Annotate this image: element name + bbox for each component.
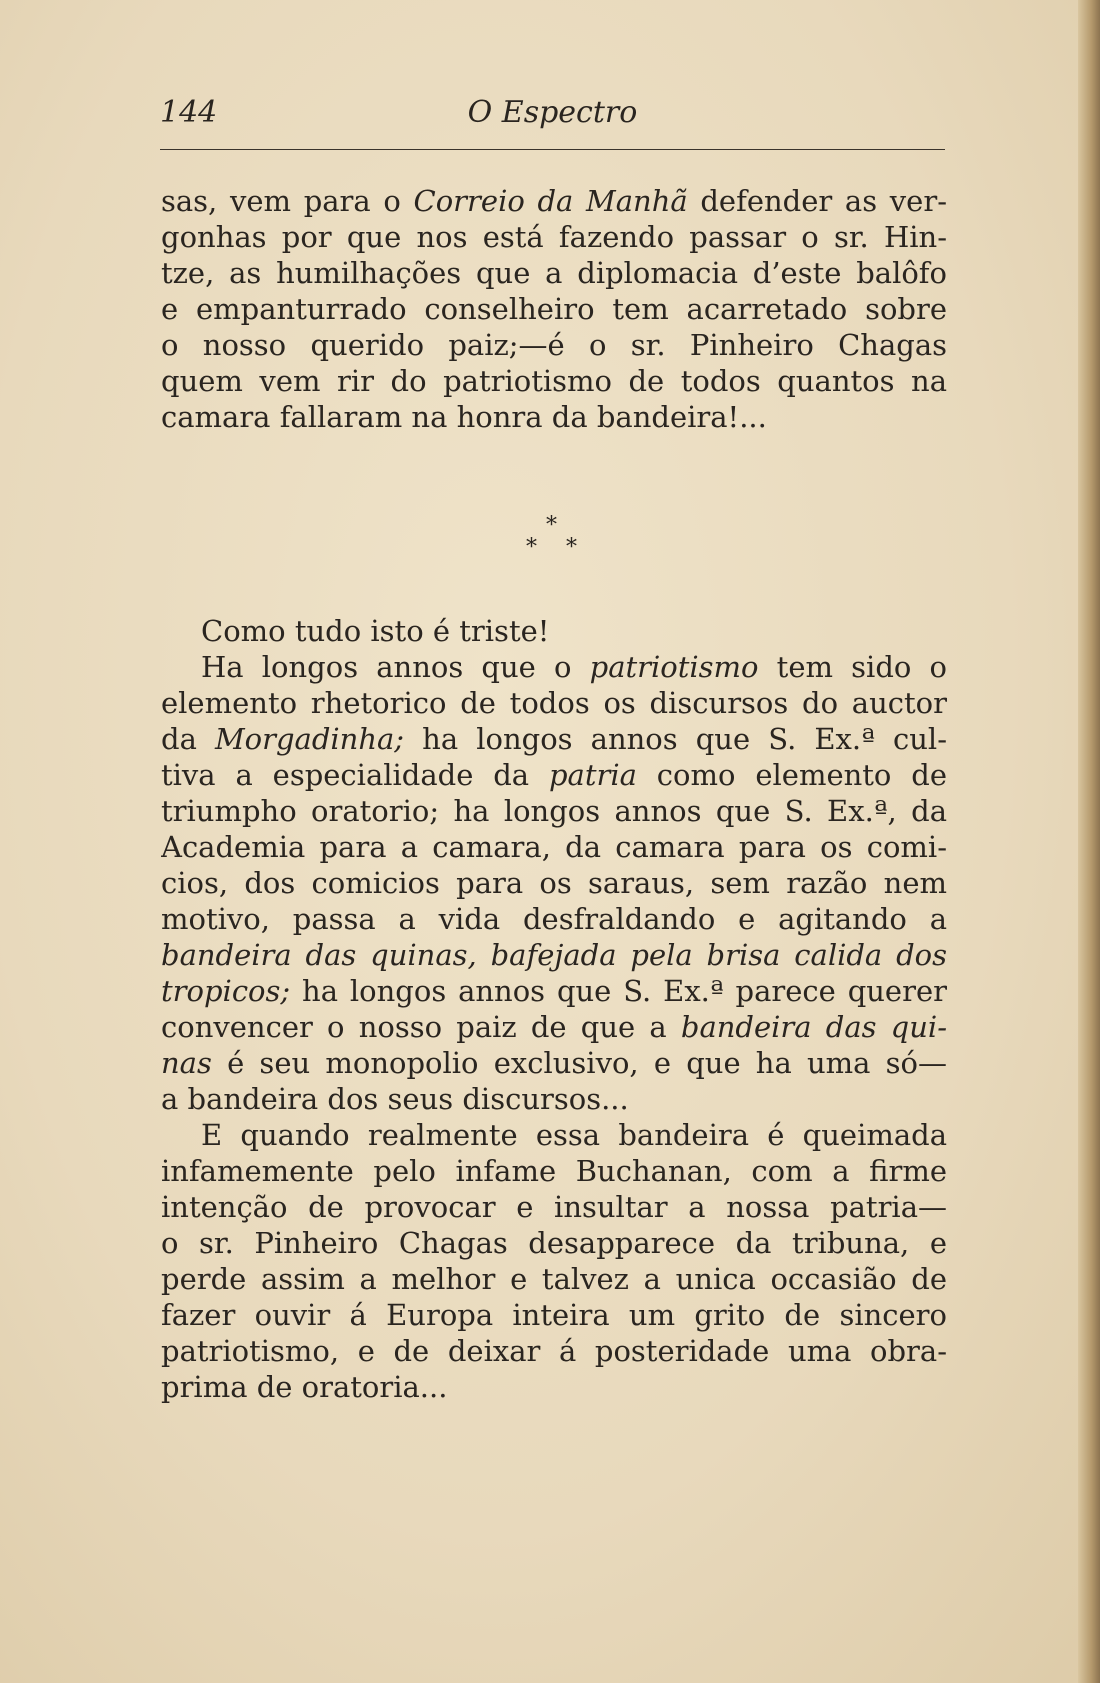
asterism-star: *	[526, 535, 537, 560]
text-line: tiva a especialidade da patria como elemento de	[161, 758, 947, 792]
text-line: quem vem rir do patriotismo de todos quantos na	[161, 364, 947, 398]
paragraph-continuation	[161, 183, 947, 435]
text-line: a bandeira dos seus discursos...	[161, 1082, 629, 1116]
text-line: fazer ouvir á Europa inteira um grito de sincero	[161, 1298, 947, 1332]
text-line: tropicos; ha longos annos que S. Ex.ª parece querer	[161, 974, 947, 1008]
text-line: o sr. Pinheiro Chagas desapparece da tribuna, e	[161, 1226, 947, 1260]
text-line: Ha longos annos que o patriotismo tem sido o	[201, 650, 947, 684]
text-line: triumpho oratorio; ha longos annos que S. Ex.ª, da	[161, 794, 947, 828]
text-line: tze, as humilhações que a diplomacia d’este balôfo	[161, 256, 947, 290]
header-rule	[160, 149, 945, 150]
page-number: 144	[160, 95, 218, 130]
asterism-star: *	[566, 535, 577, 560]
text-line: Academia para a camara, da camara para os comi-	[161, 830, 947, 864]
text-line: intenção de provocar e insultar a nossa patria—	[161, 1190, 947, 1224]
text-line: prima de oratoria...	[161, 1370, 448, 1404]
text-line: infamemente pelo infame Buchanan, com a firme	[161, 1154, 947, 1188]
text-line: sas, vem para o Correio da Manhã defender as ver-	[161, 184, 947, 218]
text-line: da Morgadinha; ha longos annos que S. Ex.ª cul-	[161, 722, 947, 756]
text-line: e empanturrado conselheiro tem acarretado sobre	[161, 292, 947, 326]
text-line: convencer o nosso paiz de que a bandeira das qui-	[161, 1010, 947, 1044]
text-line: motivo, passa a vida desfraldando e agitando a	[161, 902, 947, 936]
text-line: camara fallaram na honra da bandeira!...	[161, 400, 767, 434]
page-edge-shadow	[1078, 0, 1100, 1683]
text-line: o nosso querido paiz;—é o sr. Pinheiro Chagas	[161, 328, 947, 362]
paragraph-main	[161, 613, 947, 1405]
text-line: Como tudo isto é triste!	[201, 614, 550, 648]
text-line: gonhas por que nos está fazendo passar o sr. Hin-	[161, 220, 947, 254]
text-line: cios, dos comicios para os saraus, sem razão nem	[161, 866, 947, 900]
running-header	[160, 95, 945, 135]
text-line: nas é seu monopolio exclusivo, e que ha uma só—	[161, 1046, 947, 1080]
text-line: elemento rhetorico de todos os discursos do auctor	[161, 686, 947, 720]
text-line: E quando realmente essa bandeira é queimada	[201, 1118, 947, 1152]
text-line: perde assim a melhor e talvez a unica occasião de	[161, 1262, 947, 1296]
running-title: O Espectro	[467, 95, 638, 130]
text-line: bandeira das quinas, bafejada pela brisa calida dos	[161, 938, 947, 972]
asterism-star: *	[546, 513, 557, 538]
section-break-asterism	[510, 515, 590, 585]
text-line: patriotismo, e de deixar á posteridade uma obra-	[161, 1334, 947, 1368]
